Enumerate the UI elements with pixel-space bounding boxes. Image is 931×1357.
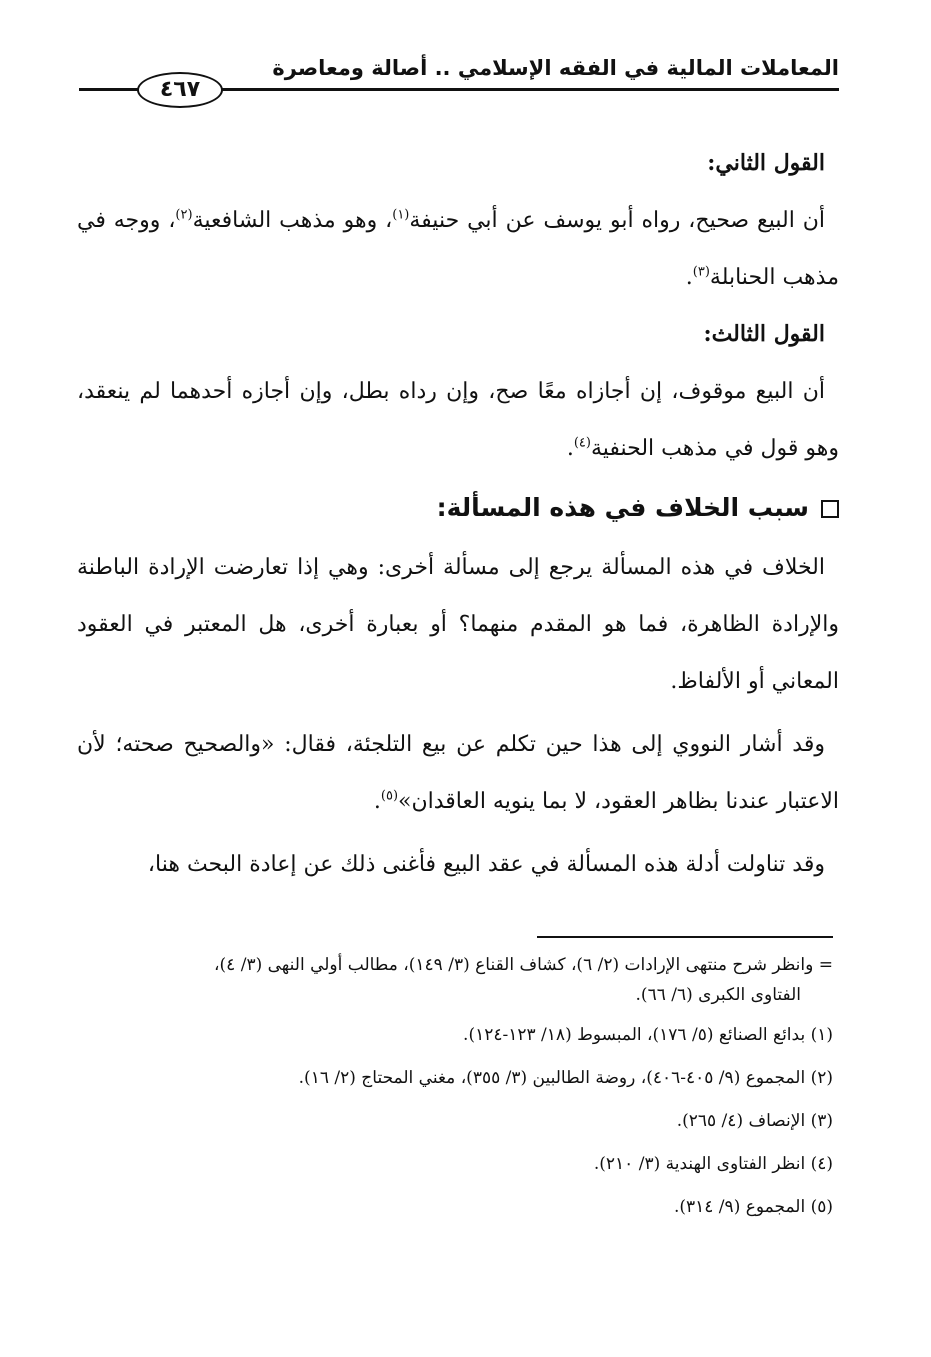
paragraph-third-opinion (77, 363, 839, 477)
footnote-4: (٤) انظر الفتاوى الهندية (٣/ ٢١٠). (593, 1154, 833, 1174)
square-bullet-icon (821, 500, 839, 518)
footnote-ref-1: (١) (392, 207, 410, 223)
paragraph-cause: الخلاف في هذه المسألة يرجع إلى مسألة أخرى: وهي إذا تعارضت الإرادة الباطنة والإرادة الظاهرة، فما هو المقدم منهما؟ أو بعبارة أخرى، هل المعتبر في العقود المعاني أو الألفاظ. (77, 555, 839, 694)
text-run: ، ووجه في مذهب الحنابلة (77, 208, 839, 290)
footnote-ref-3: (٣) (692, 264, 710, 280)
footnote-continuation-line-2: الفتاوى الكبرى (٦/ ٦٦). (635, 985, 801, 1005)
footnote-3: (٣) الإنصاف (٤/ ٢٦٥). (676, 1111, 833, 1131)
footnote-continuation-line-1: = وانظر شرح منتهى الإرادات (٢/ ٦)، كشاف القناع (٣/ ١٤٩)، مطالب أولي النهى (٣/ ٤)، (214, 955, 833, 975)
running-header (79, 50, 839, 102)
footnote-5: (٥) المجموع (٩/ ٣١٤). (673, 1197, 833, 1217)
text-run: . (566, 436, 574, 461)
footnote-ref-4: (٤) (573, 435, 591, 451)
text-run: أن البيع موقوف، إن أجازاه معًا صح، وإن رداه بطل، وإن أجازه أحدهما لم ينعقد، وهو قول في مذهب الحنفية (77, 379, 839, 461)
text-run: . (373, 789, 381, 814)
paragraph-nawawi (77, 716, 839, 830)
footnote-ref-5: (٥) (380, 788, 399, 804)
text-run: أن البيع صحيح، رواه أبو يوسف عن أبي حنيفة (409, 208, 825, 233)
text-run: ، وهو مذهب الشافعية (192, 208, 393, 233)
running-header-title: المعاملات المالية في الفقه الإسلامي .. أصالة ومعاصرة (272, 56, 839, 80)
footnote-continuation (73, 950, 833, 1010)
section-heading (77, 477, 839, 539)
text-run: وقد أشار النووي إلى هذا حين تكلم عن بيع التلجئة، فقال: «والصحيح صحته؛ لأن الاعتبار عندنا بظاهر العقود، لا بما ينويه العاقدان» (77, 732, 839, 814)
paragraph-last: وقد تناولت أدلة هذه المسألة في عقد البيع فأغنى ذلك عن إعادة البحث هنا، (147, 852, 825, 877)
text-run: . (685, 265, 693, 290)
footnote-1: (١) بدائع الصنائع (٥/ ١٧٦)، المبسوط (١٨/ ١٢٣-١٢٤). (463, 1025, 833, 1045)
paragraph-second-opinion (77, 192, 839, 306)
section-heading-text: سبب الخلاف في هذه المسألة: (436, 493, 809, 522)
label-third-opinion: القول الثالث: (703, 321, 825, 347)
footnote-separator (537, 936, 833, 938)
footnotes (73, 950, 833, 1235)
main-text (77, 135, 839, 893)
footnote-ref-2: (٢) (175, 207, 193, 223)
footnote-2: (٢) المجموع (٩/ ٤٠٥-٤٠٦)، روضة الطالبين (٣/ ٣٥٥)، مغني المحتاج (٢/ ١٦). (298, 1068, 833, 1088)
label-second-opinion: القول الثاني: (707, 150, 825, 176)
page-number: ٤٦٧ (137, 72, 223, 108)
